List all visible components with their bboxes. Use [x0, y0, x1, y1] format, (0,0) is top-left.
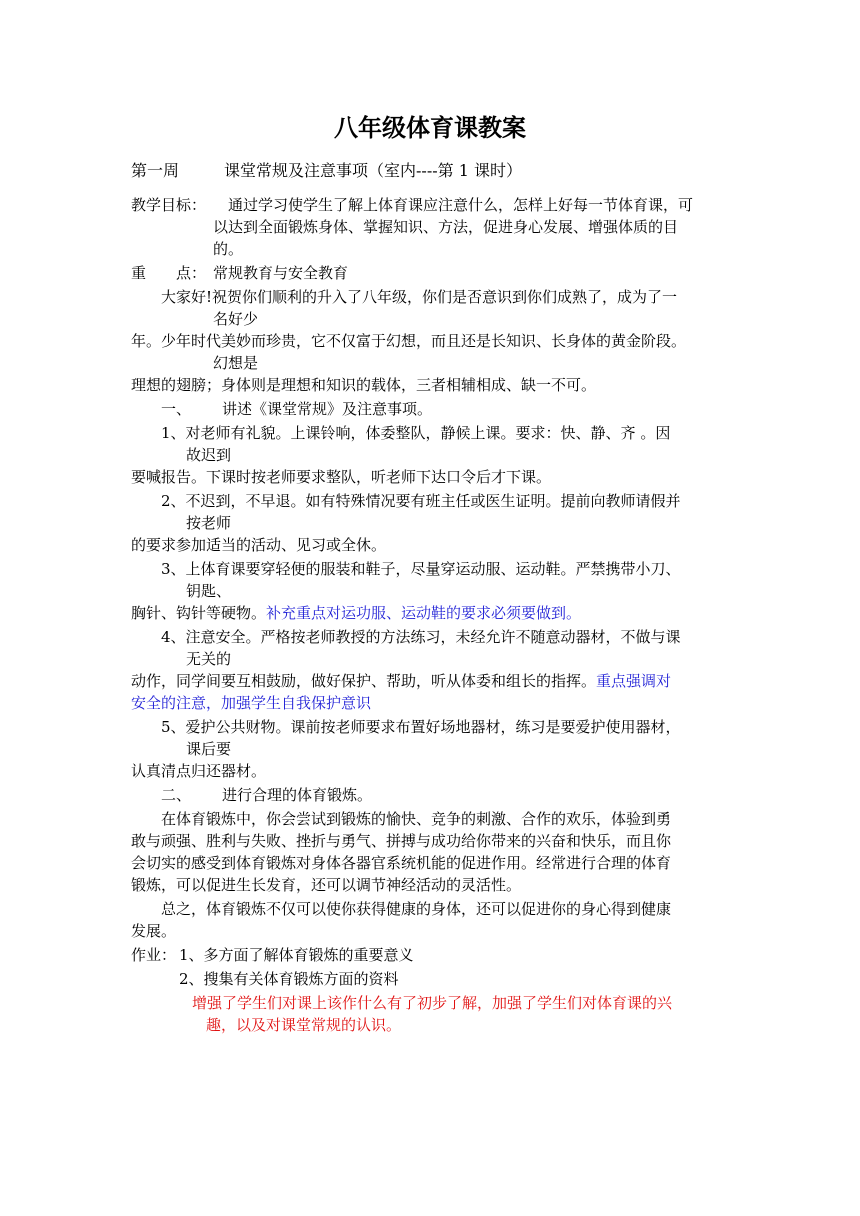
reflection-line: 趣，以及对课堂常规的认识。 — [206, 1016, 402, 1034]
section-heading: 进行合理的体育锻炼。 — [222, 786, 373, 804]
rule-item-line: 要喊报告。下课时按老师要求整队，听老师下达口令后才下课。 — [131, 468, 552, 486]
rule-item-text: 胸针、钩针等硬物。 — [131, 604, 267, 622]
focus-label: 重 点： — [131, 264, 207, 282]
rule-item-line: 故迟到 — [186, 446, 232, 464]
homework-item: 1、多方面了解体育锻炼的重要意义 — [179, 946, 414, 964]
intro-line: 理想的翅膀；身体则是理想和知识的载体，三者相辅相成、缺一不可。 — [131, 376, 597, 394]
reflection-line: 增强了学生们对课上该作什么有了初步了解，加强了学生们对体育课的兴 — [192, 994, 673, 1012]
intro-line: 年。少年时代美妙而珍贵，它不仅富于幻想，而且还是长知识、长身体的黄金阶段。 — [131, 332, 687, 350]
paragraph-line: 锻炼，可以促进生长发育，还可以调节神经活动的灵活性。 — [131, 876, 522, 894]
paragraph-line: 发展。 — [131, 922, 177, 940]
teacher-note: 补充重点对运功服、运动鞋的要求必须要做到。 — [266, 604, 582, 622]
teacher-note: 重点强调对 — [596, 672, 672, 690]
page-title: 八年级体育课教案 — [334, 114, 526, 142]
rule-item-line: 课后要 — [186, 740, 232, 758]
intro-line: 幻想是 — [213, 354, 259, 372]
teacher-note: 安全的注意，加强学生自我保护意识 — [131, 694, 372, 712]
rule-item-line — [131, 670, 671, 692]
paragraph-line: 总之，体育锻炼不仅可以使你获得健康的身体，还可以促进你的身心得到健康 — [161, 900, 672, 918]
homework-item: 2、搜集有关体育锻炼方面的资料 — [179, 970, 399, 988]
homework-label: 作业： — [131, 946, 177, 964]
paragraph-line: 在体育锻炼中，你会尝试到锻炼的愉快、竞争的刺激、合作的欢乐，体验到勇 — [161, 810, 672, 828]
rule-item-line: 钥匙、 — [186, 582, 232, 600]
rule-item-line: 5、爱护公共财物。课前按老师要求布置好场地器材，练习是要爱护使用器材， — [161, 718, 681, 736]
rule-item-line: 按老师 — [186, 514, 232, 532]
section-heading: 讲述《课堂常规》及注意事项。 — [222, 400, 433, 418]
rule-item-line: 3、上体育课要穿轻便的服装和鞋子，尽量穿运动服、运动鞋。严禁携带小刀、 — [161, 560, 681, 578]
section-number: 二、 — [161, 786, 192, 804]
rule-item-line: 1、对老师有礼貌。上课铃响，体委整队，静候上课。要求：快、静、齐 。因 — [161, 424, 671, 442]
goal-line: 以达到全面锻炼身体、掌握知识、方法，促进身心发展、增强体质的目 — [213, 218, 679, 236]
focus-text: 常规教育与安全教育 — [213, 264, 349, 282]
goal-line: 通过学习使学生了解上体育课应注意什么，怎样上好每一节体育课，可 — [228, 196, 694, 214]
rule-item-line: 4、注意安全。严格按老师教授的方法练习，未经允许不随意动器材，不做与课 — [161, 628, 681, 646]
rule-item-line: 的要求参加适当的活动、见习或全休。 — [131, 536, 387, 554]
goal-line: 的。 — [213, 240, 244, 258]
intro-line: 大家好!祝贺你们顺利的升入了八年级，你们是否意识到你们成熟了，成为了一 — [161, 288, 678, 306]
section-number: 一、 — [161, 400, 192, 418]
week-label: 第一周 — [131, 161, 180, 180]
goal-label: 教学目标： — [131, 196, 207, 214]
lesson-title: 课堂常规及注意事项（室内----第 1 课时） — [224, 161, 522, 180]
paragraph-line: 会切实的感受到体育锻炼对身体各器官系统机能的促进作用。经常进行合理的体育 — [131, 854, 672, 872]
rule-item-text: 动作，同学间要互相鼓励，做好保护、帮助，听从体委和组长的指挥。 — [131, 672, 597, 690]
rule-item-line: 2、不迟到，不早退。如有特殊情况要有班主任或医生证明。提前向教师请假并 — [161, 492, 681, 510]
rule-item-line — [131, 602, 581, 624]
intro-line: 名好少 — [213, 310, 259, 328]
rule-item-line: 认真清点归还器材。 — [131, 762, 267, 780]
paragraph-line: 敢与顽强、胜利与失败、挫折与勇气、拼搏与成功给你带来的兴奋和快乐，而且你 — [131, 832, 672, 850]
rule-item-line: 无关的 — [186, 650, 232, 668]
